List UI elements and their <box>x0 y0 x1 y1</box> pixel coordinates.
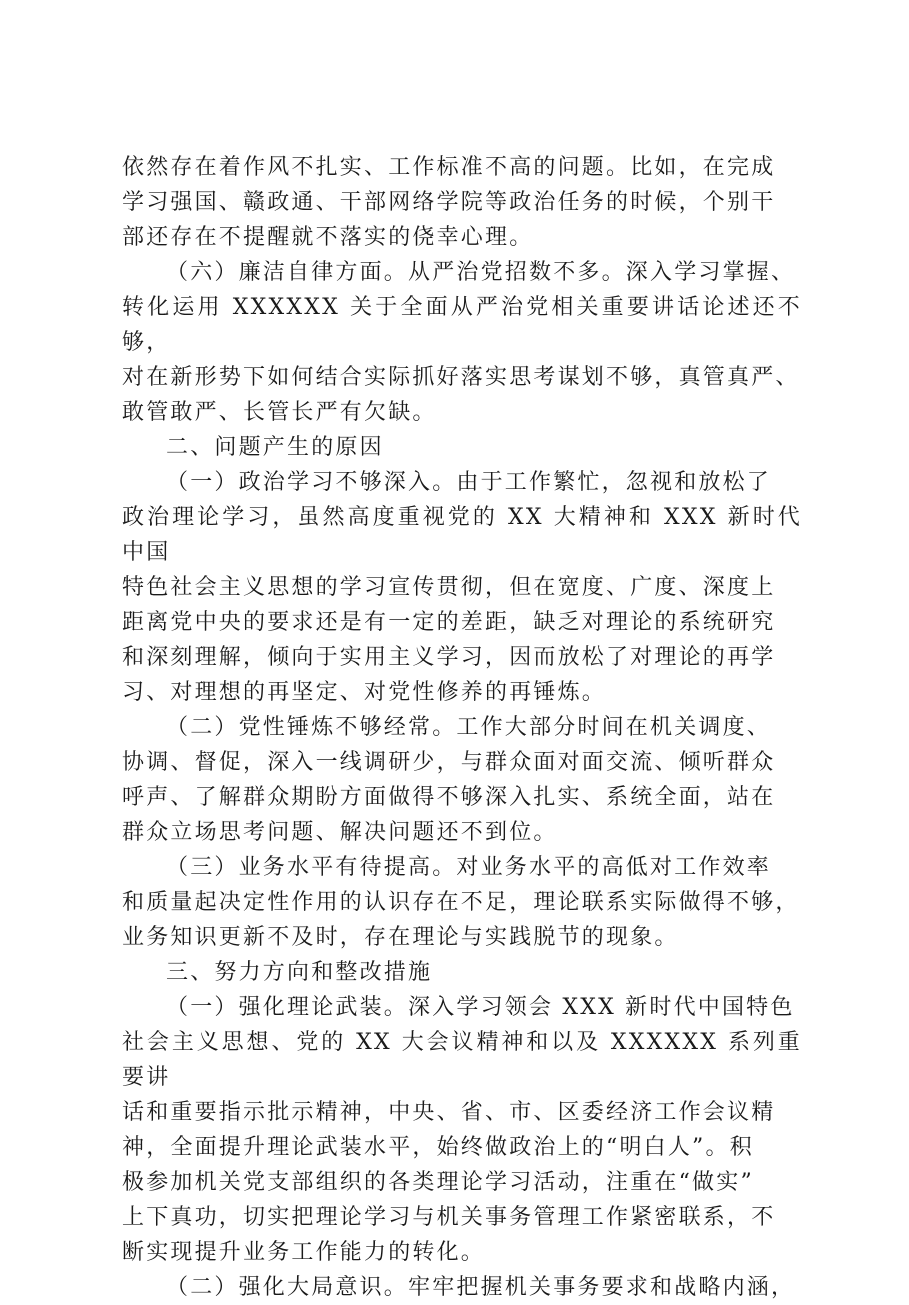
paragraph-political-study: （一）政治学习不够深入。由于工作繁忙，忽视和放松了 政治理论学习，虽然高度重视党的 XX 大精神和 XXX 新时代中国 特色社会主义思想的学习宣传贯彻，但在宽度、广度、深度上 距离党中央的要求还是有一定的差距，缺乏对理论的系统研究 和深刻理解，倾向于实用主义学习，因而放松了对理论的再学 习、对理想的再坚定、对党性修养的再锤炼。 <box>122 470 802 705</box>
section-heading-measures: 三、努力方向和整改措施 <box>166 960 433 985</box>
paragraph-party-spirit: （二）党性锤炼不够经常。工作大部分时间在机关调度、 协调、督促，深入一线调研少，与群众面对面交流、倾听群众 呼声、了解群众期盼方面做得不够深入扎实、系统全面，站在 群众立场思考问题、解决问题还不到位。 <box>122 715 776 845</box>
section-heading-causes: 二、问题产生的原因 <box>166 435 384 460</box>
paragraph-overall-awareness: （二）强化大局意识。牢牢把握机关事务要求和战略内涵， <box>166 1275 796 1300</box>
paragraph-integrity-discipline: （六）廉洁自律方面。从严治党招数不多。深入学习掌握、 转化运用 XXXXXX 关于全面从严治党相关重要讲话论述还不够， 对在新形势下如何结合实际抓好落实思考谋划不够，真管真严、 敢管敢严、长管长严有欠缺。 <box>122 260 802 425</box>
document-body <box>122 150 802 1305</box>
paragraph-business-level: （三）业务水平有待提高。对业务水平的高低对工作效率 和质量起决定性作用的认识存在不足，理论联系实际做得不够， 业务知识更新不及时，存在理论与实践脱节的现象。 <box>122 855 800 950</box>
paragraph-theory-arming: （一）强化理论武装。深入学习领会 XXX 新时代中国特色 社会主义思想、党的 XX 大会议精神和以及 XXXXXX 系列重要讲 话和重要指示批示精神，中央、省、市、区委经济工作会议精 神，全面提升理论武装水平，始终做政治上的“明白人”。积 极参加机关党支部组织的各类理论学习活动，注重在“做实” 上下真功，切实把理论学习与机关事务管理工作紧密联系，不 断实现提升业务工作能力的转化。 <box>122 995 802 1265</box>
paragraph-continuation: 依然存在着作风不扎实、工作标准不高的问题。比如，在完成 学习强国、赣政通、干部网络学院等政治任务的时候，个别干 部还存在不提醒就不落实的侥幸心理。 <box>122 155 776 250</box>
